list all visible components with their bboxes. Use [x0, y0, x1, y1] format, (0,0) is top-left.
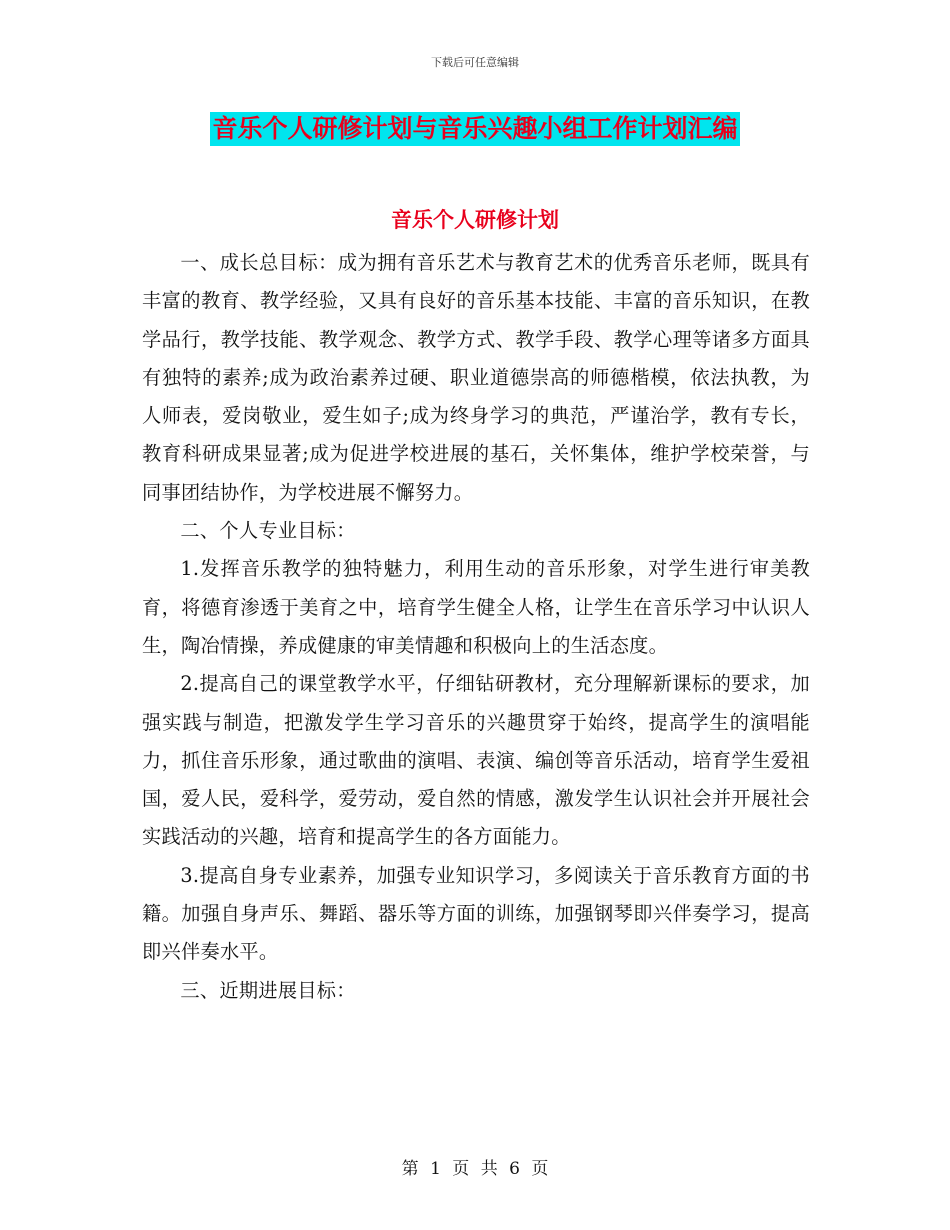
section-title: 音乐个人研修计划 [391, 208, 559, 232]
paragraph-near-term-heading: 三、近期进展目标： [180, 978, 356, 1002]
paragraph-goal-3: 3.提高自身专业素养，加强专业知识学习，多阅读关于音乐教育方面的书籍。加强自身声乐、舞蹈、器乐等方面的训练，加强钢琴即兴伴奏学习，提高即兴伴奏水平。 [142, 863, 810, 964]
document-body [142, 244, 810, 1010]
document-title [0, 112, 950, 146]
paragraph-goal-1: 1.发挥音乐教学的独特魅力，利用生动的音乐形象，对学生进行审美教育，将德育渗透于美育之中，培育学生健全人格，让学生在音乐学习中认识人生，陶冶情操，养成健康的审美情趣和积极向上的生活态度。 [142, 557, 810, 657]
paragraph-growth-goal: 一、成长总目标：成为拥有音乐艺术与教育艺术的优秀音乐老师，既具有丰富的教育、教学经验，又具有良好的音乐基本技能、丰富的音乐知识，在教学品行，教学技能、教学观念、教学方式、教学手段、教学心理等诸多方面具有独特的素养;成为政治素养过硬、职业道德崇高的师德楷模，依法执教，为人师表，爱岗敬业，爱生如子;成为终身学习的典范，严谨治学，教有专长，教育科研成果显著;成为促进学校进展的基石，关怀集体，维护学校荣誉，与同事团结协作，为学校进展不懈努力。 [142, 251, 810, 504]
paragraph-professional-goal-heading: 二、个人专业目标： [180, 519, 356, 543]
document-title-text: 音乐个人研修计划与音乐兴趣小组工作计划汇编 [210, 112, 739, 146]
paragraph-goal-2: 2.提高自己的课堂教学水平，仔细钻研教材，充分理解新课标的要求，加强实践与制造，把激发学生学习音乐的兴趣贯穿于始终，提高学生的演唱能力，抓住音乐形象，通过歌曲的演唱、表演、编创等音乐活动，培育学生爱祖国，爱人民，爱科学，爱劳动，爱自然的情感，激发学生认识社会并开展社会实践活动的兴趣，培育和提高学生的各方面能力。 [142, 672, 810, 849]
page-footer: 第 1 页 共 6 页 [401, 1159, 549, 1179]
header-note: 下载后可任意编辑 [431, 56, 519, 69]
